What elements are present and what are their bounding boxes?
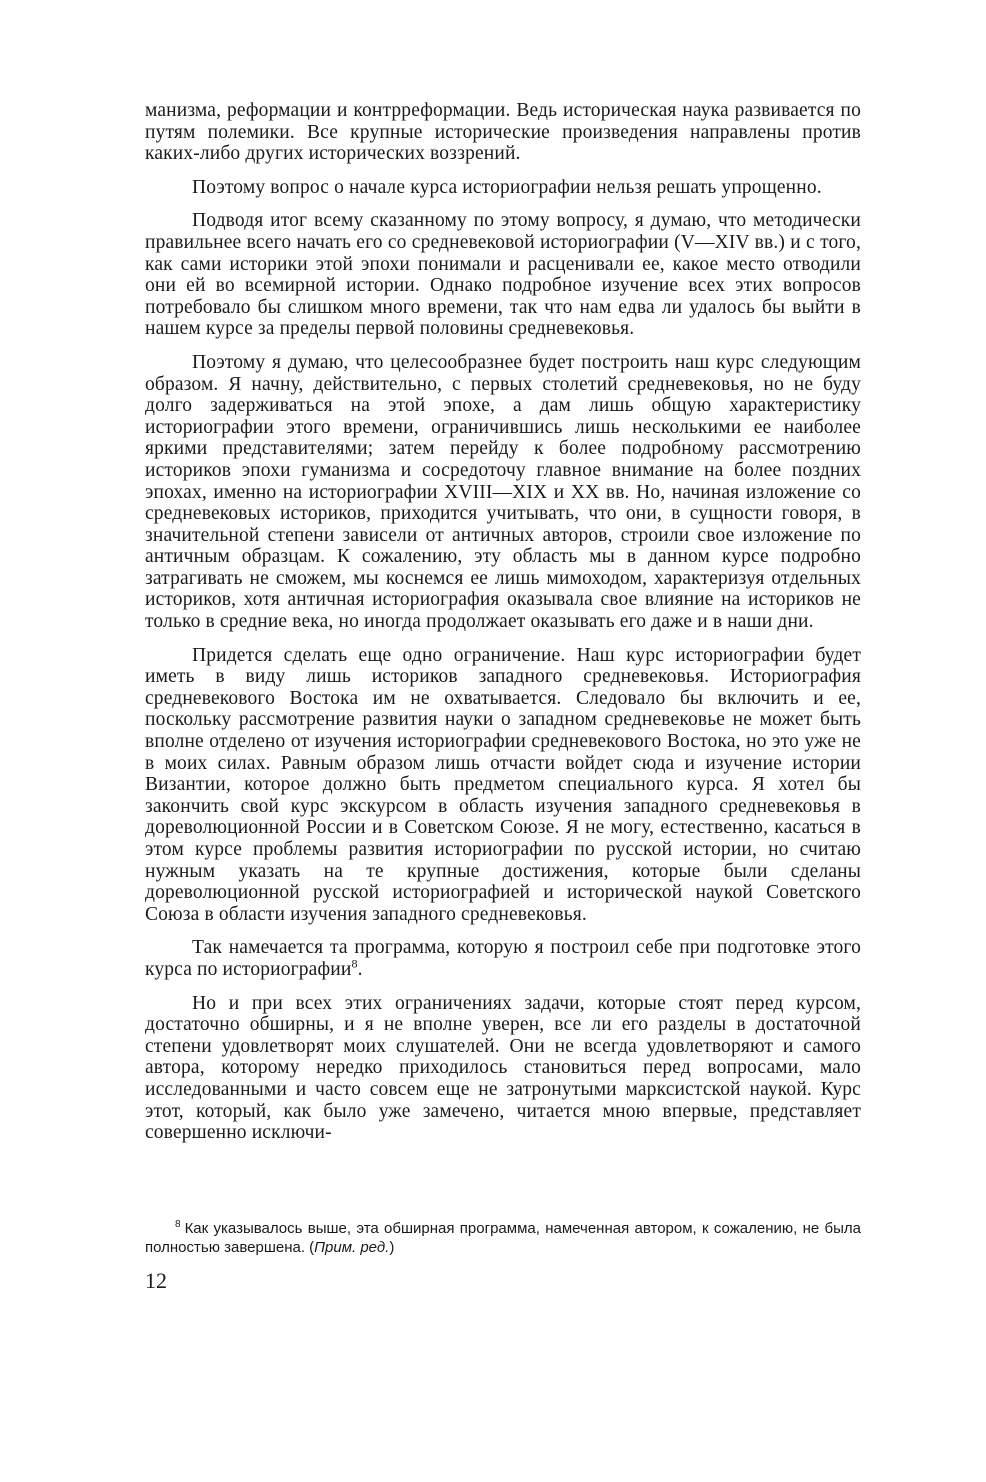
paragraph-6 bbox=[145, 937, 861, 980]
paragraph-5: Придется сделать еще одно ограничение. Наш курс историографии будет иметь в виду лишь историков западного средневековья. Историография средневекового Востока им не охватывается. Следовало бы включить и ее, поскольку рассмотрение развития науки о западном средневековье не может быть вполне отделено от изучения историографии средневекового Востока, но это уже не в моих силах. Равным образом лишь отчасти войдет сюда и изучение истории Византии, которое должно быть предметом специального курса. Я хотел бы закончить свой курс экскурсом в область изучения западного средневековья в дореволюционной России и в Советском Союзе. Я не могу, естественно, касаться в этом курсе проблемы развития историографии по русской истории, но считаю нужным указать на те крупные достижения, которые были сделаны дореволюционной русской историографией и исторической наукой Советского Союза в области изучения западного средневековья. bbox=[145, 644, 861, 925]
paragraph-6-trailing: . bbox=[357, 958, 363, 980]
paragraph-2: Поэтому вопрос о начале курса историографии нельзя решать упрощенно. bbox=[192, 176, 822, 198]
footnote-closing: ) bbox=[389, 1239, 395, 1256]
page-number: 12 bbox=[145, 1268, 167, 1293]
footnote-editor-note: Прим. ред. bbox=[314, 1239, 390, 1256]
paragraph-7: Но и при всех этих ограничениях задачи, которые стоят перед курсом, достаточно обширны, и я не вполне уверен, все ли его разделы в достаточной степени удовлетворят моих слушателей. Они не всегда удовлетворяют и самого автора, которому нередко приходилось становиться перед вопросами, мало исследованными и часто совсем еще не затронутыми марксистской наукой. Курс этот, который, как было уже замечено, читается мною впервые, представляет совершенно исключи- bbox=[145, 992, 861, 1144]
paragraph-1: манизма, реформации и контрреформации. Ведь историческая наука развивается по путям полемики. Все крупные исторические произведения направлены против каких-либо других исторических воззрений. bbox=[145, 100, 861, 165]
footnote-number: 8 bbox=[175, 1219, 181, 1230]
paragraph-4: Поэтому я думаю, что целесообразнее будет построить наш курс следующим образом. Я начну, действительно, с первых столетий средневековья, но не буду долго задерживаться на этой эпохе, а дам лишь общую характеристику историографии этого времени, ограничившись лишь несколькими ее наиболее яркими представителями; затем перейду к более подробному рассмотрению историков эпохи гуманизма и сосредоточу главное внимание на более поздних эпохах, именно на историографии XVIII—XIX и XX вв. Но, начиная изложение со средневековых историков, приходится учитывать, что они, в сущности говоря, в значительной степени зависели от античных авторов, строили свое изложение по античным образцам. К сожалению, эту область мы в данном курсе подробно затрагивать не сможем, мы коснемся ее лишь мимоходом, характеризуя отдельных историков, хотя античная историография оказывала свое влияние на историков не только в средние века, но иногда продолжает оказывать его даже и в наши дни. bbox=[145, 351, 861, 633]
paragraph-3: Подводя итог всему сказанному по этому вопросу, я думаю, что методически правильнее всего начать его со средневековой историографии (V—XIV вв.) и с того, как сами историки этой эпохи понимали и расценивали ее, какое место отводили они ей во всемирной истории. Однако подробное изучение всех этих вопросов потребовало бы слишком много времени, так что нам едва ли удалось бы выйти в нашем курсе за пределы первой половины средневековья. bbox=[145, 210, 861, 340]
page-body bbox=[145, 100, 861, 1156]
paragraph-6-text: Так намечается та программа, которую я построил себе при подготовке этого курса по историографии bbox=[145, 937, 861, 980]
footnote bbox=[145, 1219, 861, 1257]
footnote-text: Как указывалось выше, эта обширная программа, намеченная автором, к сожалению, не была полностью завершена. ( bbox=[145, 1220, 861, 1256]
footnote-reference[interactable]: 8 bbox=[351, 956, 358, 971]
